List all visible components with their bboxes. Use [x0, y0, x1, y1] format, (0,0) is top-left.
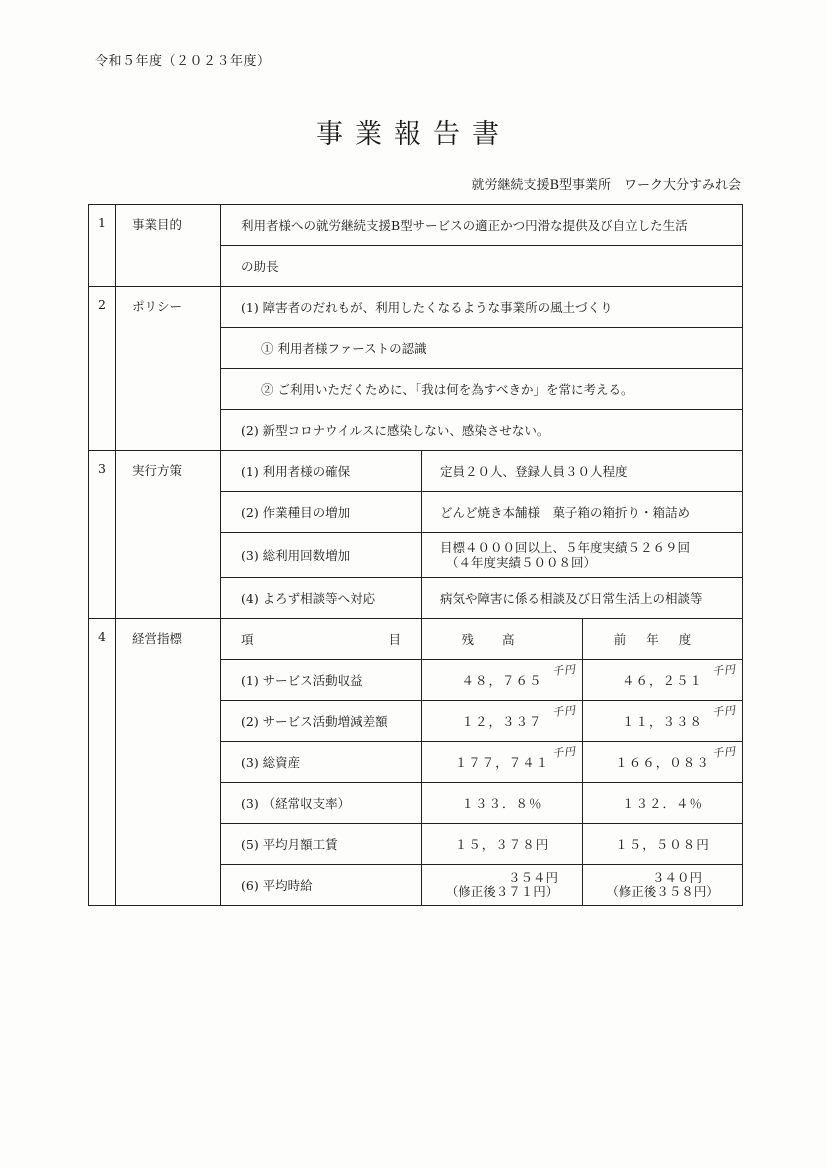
- purpose-line: 利用者様への就労継続支援B型サービスの適正かつ円滑な提供及び自立した生活: [221, 205, 743, 246]
- balance-value: ４８，７６５: [461, 673, 543, 688]
- organization-name: 就労継続支援B型事業所 ワーク大分すみれ会: [471, 178, 741, 193]
- prev-value: １１，３３８: [621, 714, 703, 729]
- prev-value: ４６，２５１: [621, 673, 703, 688]
- plan-label: (3) 総利用回数増加: [221, 533, 422, 578]
- balance-adjusted: （修正後３７１円）: [445, 884, 559, 899]
- column-header-item-left: 項: [241, 632, 254, 647]
- indicator-prev: [583, 701, 743, 742]
- plan-label: (2) 作業種目の増加: [221, 492, 422, 533]
- indicator-prev: [583, 660, 743, 701]
- indicator-label: (1) サービス活動収益: [221, 660, 422, 701]
- prev-value: １６６，０８３: [615, 755, 710, 770]
- indicator-label: (2) サービス活動増減差額: [221, 701, 422, 742]
- unit-note: 千円: [711, 744, 737, 761]
- unit-note: 千円: [551, 662, 577, 679]
- section-number: 4: [89, 619, 116, 906]
- column-header-balance: 残高: [422, 619, 583, 660]
- plan-label: (1) 利用者様の確保: [221, 451, 422, 492]
- plan-label: (4) よろず相談等へ対応: [221, 578, 422, 619]
- plan-value: 病気や障害に係る相談及び日常生活上の相談等: [422, 578, 743, 619]
- indicator-balance: [422, 660, 583, 701]
- indicator-balance: [422, 865, 583, 906]
- column-header-item: [221, 619, 422, 660]
- plan-value: [422, 533, 743, 578]
- section-category: 実行方策: [116, 451, 221, 619]
- prev-adjusted: （修正後３５８円）: [606, 884, 719, 899]
- indicator-prev: [583, 742, 743, 783]
- balance-value: １７７，７４１: [454, 755, 550, 770]
- column-header-item-right: 目: [388, 632, 401, 647]
- plan-value: 定員２０人、登録人員３０人程度: [422, 451, 743, 492]
- section-category: 経営指標: [116, 619, 221, 906]
- fiscal-year: 令和５年度（２０２３年度）: [95, 54, 271, 69]
- policy-item: (2) 新型コロナウイルスに感染しない、感染させない。: [221, 410, 743, 451]
- indicator-prev: １３２．４％: [583, 783, 743, 824]
- balance-value: ３５４円: [507, 870, 558, 885]
- indicator-prev: １５，５０８円: [583, 824, 743, 865]
- balance-value: １２，３３７: [461, 714, 543, 729]
- policy-subitem: ① 利用者様ファーストの認識: [221, 328, 743, 369]
- table-row: [89, 451, 743, 492]
- policy-subitem: ② ご利用いただくために、「我は何を為すべきか」を常に考える。: [221, 369, 743, 410]
- indicator-balance: [422, 742, 583, 783]
- unit-note: 千円: [551, 703, 577, 720]
- table-row: [89, 205, 743, 246]
- table-row: [89, 287, 743, 328]
- indicator-label: (3) 総資産: [221, 742, 422, 783]
- indicator-label: (6) 平均時給: [221, 865, 422, 906]
- indicator-prev: [583, 865, 743, 906]
- indicator-balance: [422, 701, 583, 742]
- unit-note: 千円: [711, 703, 737, 720]
- indicator-balance: １３３．８％: [422, 783, 583, 824]
- section-number: 3: [89, 451, 116, 619]
- document-title: 事業報告書: [316, 119, 511, 150]
- report-table: [88, 204, 743, 906]
- prev-value: ３４０円: [651, 870, 702, 885]
- purpose-line: の助長: [221, 246, 743, 287]
- indicator-label: (3) （経常収支率）: [221, 783, 422, 824]
- policy-item: (1) 障害者のだれもが、利用したくなるような事業所の風土づくり: [221, 287, 743, 328]
- plan-value-line: （４年度実績５００８回）: [446, 555, 597, 570]
- section-number: 2: [89, 287, 116, 451]
- section-category: ポリシー: [116, 287, 221, 451]
- indicator-balance: １５，３７８円: [422, 824, 583, 865]
- unit-note: 千円: [711, 662, 737, 679]
- indicator-label: (5) 平均月額工賃: [221, 824, 422, 865]
- unit-note: 千円: [551, 744, 577, 761]
- section-category: 事業目的: [116, 205, 221, 287]
- plan-value-line: 目標４０００回以上、５年度実績５２６９回: [440, 540, 691, 555]
- table-row: [89, 619, 743, 660]
- plan-value: どんど焼き本舗様 菓子箱の箱折り・箱詰め: [422, 492, 743, 533]
- section-number: 1: [89, 205, 116, 287]
- column-header-prev-year: 前年度: [583, 619, 743, 660]
